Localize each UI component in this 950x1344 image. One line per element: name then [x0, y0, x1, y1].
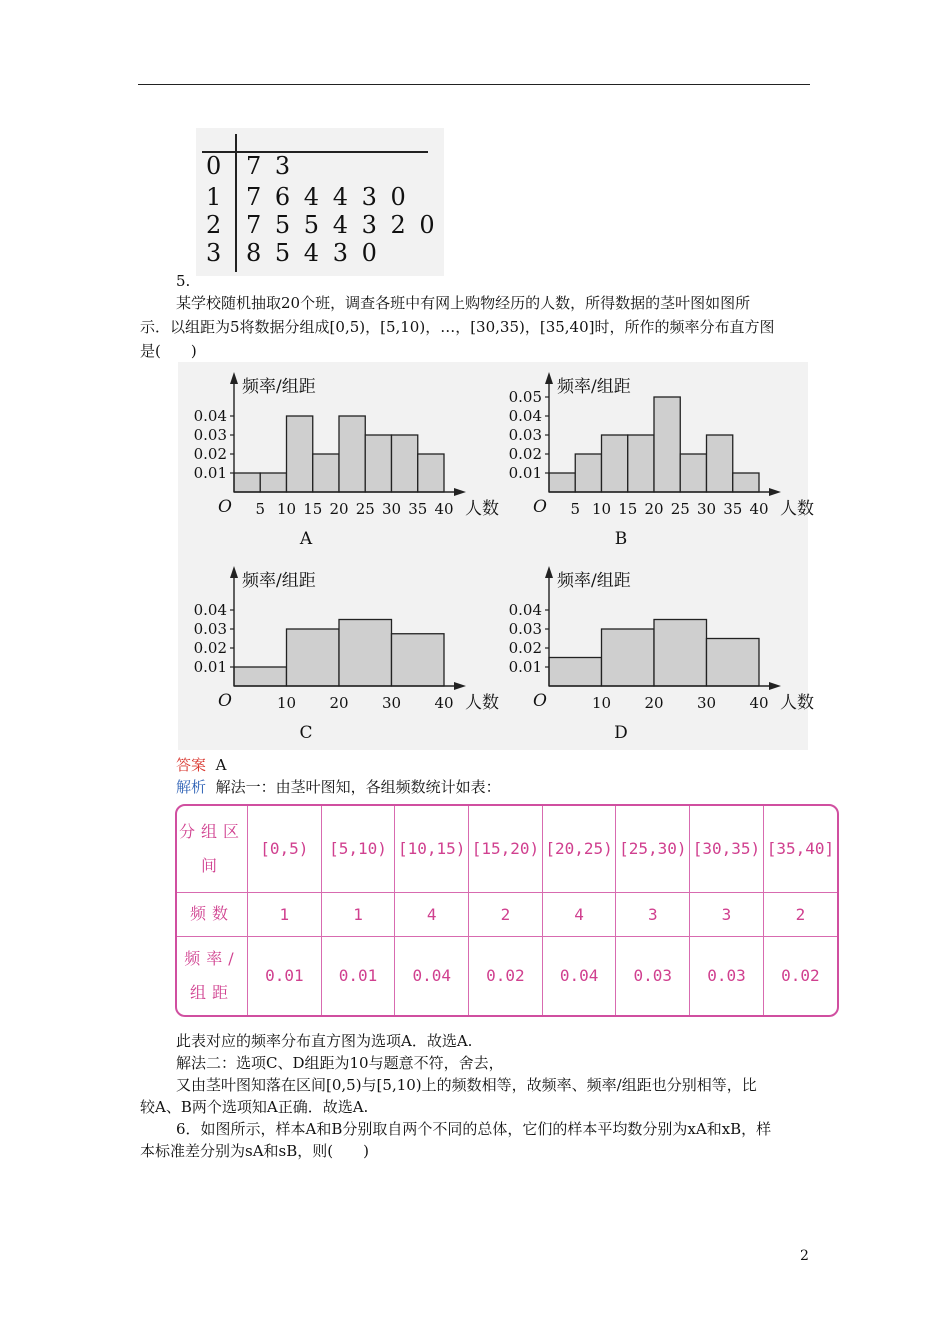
histogram-bar — [313, 454, 339, 492]
table-density-label: 频率/组距 — [177, 936, 248, 1015]
histogram-bar — [680, 454, 706, 492]
histogram-bar — [654, 397, 680, 492]
histogram-bar — [392, 634, 445, 686]
x-axis-arrow — [769, 682, 781, 690]
table-cell-count: 1 — [321, 892, 395, 936]
histogram-svg — [178, 556, 499, 750]
table-cell-interval: [30,35) — [690, 806, 764, 892]
x-tick-label: 5 — [570, 500, 581, 518]
y-tick-label: 0.04 — [508, 407, 542, 425]
table-cell-density: 0.03 — [690, 936, 764, 1015]
analysis-intro: 解法一：由茎叶图知，各组频数统计如表： — [215, 778, 501, 796]
x-tick-label: 35 — [723, 500, 743, 518]
origin-label: O — [218, 497, 232, 517]
histogram-bar — [287, 629, 340, 686]
y-tick-label: 0.02 — [508, 639, 542, 657]
table-cell-interval: [25,30) — [616, 806, 690, 892]
y-tick-label: 0.02 — [508, 445, 542, 463]
histogram-bar — [707, 639, 760, 687]
x-tick-label: 20 — [644, 500, 664, 518]
y-tick-label: 0.03 — [508, 620, 542, 638]
question-5-line: 某学校随机抽取20个班，调查各班中有网上购物经历的人数，所得数据的茎叶图如图所 — [176, 294, 751, 312]
histogram-bar — [733, 473, 759, 492]
table-cell-count: 3 — [616, 892, 690, 936]
table-row-intervals — [177, 806, 837, 892]
y-tick-label: 0.02 — [193, 639, 227, 657]
table-cell-interval: [20,25) — [542, 806, 616, 892]
y-axis-arrow — [230, 566, 238, 578]
table-cell-count: 4 — [542, 892, 616, 936]
solution-line: 又由茎叶图知落在区间[0,5)与[5,10)上的频数相等，故频率、频率/组距也分别相等，比 — [176, 1076, 757, 1094]
table-cell-interval: [35,40] — [763, 806, 837, 892]
y-axis-arrow — [545, 566, 553, 578]
histogram-bar — [602, 435, 628, 492]
x-tick-label: 30 — [381, 500, 402, 518]
answer-label: 答案 — [176, 756, 207, 774]
histogram-bar — [339, 416, 365, 492]
frequency-table — [175, 804, 839, 1017]
histogram-bar — [287, 416, 313, 492]
table-cell-density: 0.04 — [542, 936, 616, 1015]
answer-value: A — [215, 756, 227, 774]
table-cell-count: 4 — [395, 892, 469, 936]
histogram-svg — [178, 362, 499, 556]
histogram-bar — [549, 473, 575, 492]
origin-label: O — [533, 497, 547, 517]
table-cell-count: 2 — [763, 892, 837, 936]
answer-line — [176, 754, 226, 776]
table-cell-density: 0.01 — [248, 936, 322, 1015]
histogram-bar — [707, 435, 733, 492]
x-axis-label: 人数 — [465, 693, 499, 713]
histogram-option-b — [493, 362, 814, 556]
x-tick-label: 15 — [618, 500, 638, 518]
table-cell-interval: [15,20) — [469, 806, 543, 892]
y-tick-label: 0.04 — [193, 601, 227, 619]
histogram-caption: C — [299, 723, 313, 743]
table-cell-count: 3 — [690, 892, 764, 936]
y-tick-label: 0.03 — [193, 620, 227, 638]
y-axis-arrow — [545, 372, 553, 384]
y-tick-label: 0.04 — [508, 601, 542, 619]
stem-leaf-plot: 0 7 3 1 7 6 4 4 3 0 2 7 5 5 4 3 2 0 3 8 5 4 3 0 — [196, 128, 444, 276]
y-axis-arrow — [230, 372, 238, 384]
page-number: 2 — [800, 1248, 809, 1264]
x-tick-label: 25 — [355, 500, 375, 518]
solution-line: 此表对应的频率分布直方图为选项A．故选A. — [176, 1032, 473, 1050]
x-tick-label: 25 — [670, 500, 690, 518]
x-axis-arrow — [454, 488, 466, 496]
y-axis-label: 频率/组距 — [557, 571, 631, 591]
x-tick-label: 5 — [255, 500, 266, 518]
x-tick-label: 35 — [408, 500, 428, 518]
histogram-option-d — [493, 556, 814, 750]
histogram-svg — [493, 362, 814, 556]
x-axis-arrow — [454, 682, 466, 690]
origin-label: O — [218, 691, 232, 711]
table-cell-interval: [10,15) — [395, 806, 469, 892]
y-tick-label: 0.01 — [193, 464, 227, 482]
table-cell-count: 1 — [248, 892, 322, 936]
y-tick-label: 0.01 — [508, 658, 542, 676]
table-cell-interval: [0,5) — [248, 806, 322, 892]
table-cell-density: 0.02 — [469, 936, 543, 1015]
histogram-bar — [575, 454, 601, 492]
solution-line: 解法二：选项C、D组距为10与题意不符，舍去， — [176, 1054, 504, 1072]
y-tick-label: 0.01 — [193, 658, 227, 676]
y-tick-label: 0.03 — [508, 426, 542, 444]
y-tick-label: 0.04 — [193, 407, 227, 425]
table-cell-density: 0.04 — [395, 936, 469, 1015]
x-tick-label: 30 — [696, 694, 717, 712]
x-axis-label: 人数 — [780, 693, 814, 713]
table-count-label: 频数 — [177, 892, 248, 936]
table-cell-density: 0.01 — [321, 936, 395, 1015]
table-cell-density: 0.03 — [616, 936, 690, 1015]
table-cell-count: 2 — [469, 892, 543, 936]
table-cell-interval: [5,10) — [321, 806, 395, 892]
y-axis-label: 频率/组距 — [557, 377, 631, 397]
x-tick-label: 10 — [591, 500, 612, 518]
histogram-option-c — [178, 556, 499, 750]
histogram-bar — [234, 667, 287, 686]
table-cell-density: 0.02 — [763, 936, 837, 1015]
x-tick-label: 40 — [434, 694, 454, 712]
histogram-bar — [602, 629, 655, 686]
y-tick-label: 0.01 — [508, 464, 542, 482]
histogram-svg — [493, 556, 814, 750]
analysis-label: 解析 — [176, 778, 207, 796]
x-tick-label: 20 — [329, 694, 349, 712]
x-tick-label: 40 — [749, 500, 769, 518]
x-axis-label: 人数 — [780, 499, 814, 519]
y-tick-label: 0.05 — [508, 388, 542, 406]
histogram-options-panel — [178, 362, 814, 750]
x-tick-label: 10 — [591, 694, 612, 712]
x-tick-label: 40 — [749, 694, 769, 712]
histogram-bar — [365, 435, 391, 492]
y-axis-label: 频率/组距 — [242, 571, 316, 591]
histogram-caption: A — [299, 529, 313, 549]
question-6-line: 6．如图所示，样本A和B分别取自两个不同的总体，它们的样本平均数分别为xA和xB，样 — [176, 1120, 772, 1138]
x-tick-label: 20 — [329, 500, 349, 518]
histogram-caption: B — [614, 529, 628, 549]
solution-line: 较A、B两个选项知A正确．故选A. — [140, 1098, 369, 1116]
x-tick-label: 40 — [434, 500, 454, 518]
x-tick-label: 30 — [381, 694, 402, 712]
analysis-line — [176, 776, 501, 798]
x-tick-label: 10 — [276, 694, 297, 712]
histogram-bar — [628, 435, 654, 492]
histogram-bar — [260, 473, 286, 492]
x-axis-arrow — [769, 488, 781, 496]
question-6-line: 本标准差分别为sA和sB，则( ) — [140, 1142, 369, 1160]
histogram-bar — [654, 620, 707, 687]
histogram-option-a — [178, 362, 499, 556]
histogram-bar — [339, 620, 392, 687]
origin-label: O — [533, 691, 547, 711]
x-axis-label: 人数 — [465, 499, 499, 519]
x-tick-label: 20 — [644, 694, 664, 712]
histogram-bar — [549, 658, 602, 687]
table-row-densities — [177, 936, 837, 1015]
x-tick-label: 10 — [276, 500, 297, 518]
question-5-line: 是( ) — [140, 342, 197, 360]
x-tick-label: 15 — [303, 500, 323, 518]
table-row-counts — [177, 892, 837, 936]
histogram-bar — [392, 435, 418, 492]
header-rule — [138, 84, 810, 85]
y-tick-label: 0.03 — [193, 426, 227, 444]
y-tick-label: 0.02 — [193, 445, 227, 463]
y-axis-label: 频率/组距 — [242, 377, 316, 397]
histogram-bar — [234, 473, 260, 492]
x-tick-label: 30 — [696, 500, 717, 518]
question-5-line: 示．以组距为5将数据分组成[0,5)，[5,10)，…，[30,35)，[35,40]时，所作的频率分布直方图 — [140, 318, 775, 336]
table-header-label: 分组区间 — [177, 806, 248, 892]
question-5-number: 5. — [176, 272, 191, 290]
histogram-caption: D — [614, 723, 628, 743]
histogram-bar — [418, 454, 444, 492]
